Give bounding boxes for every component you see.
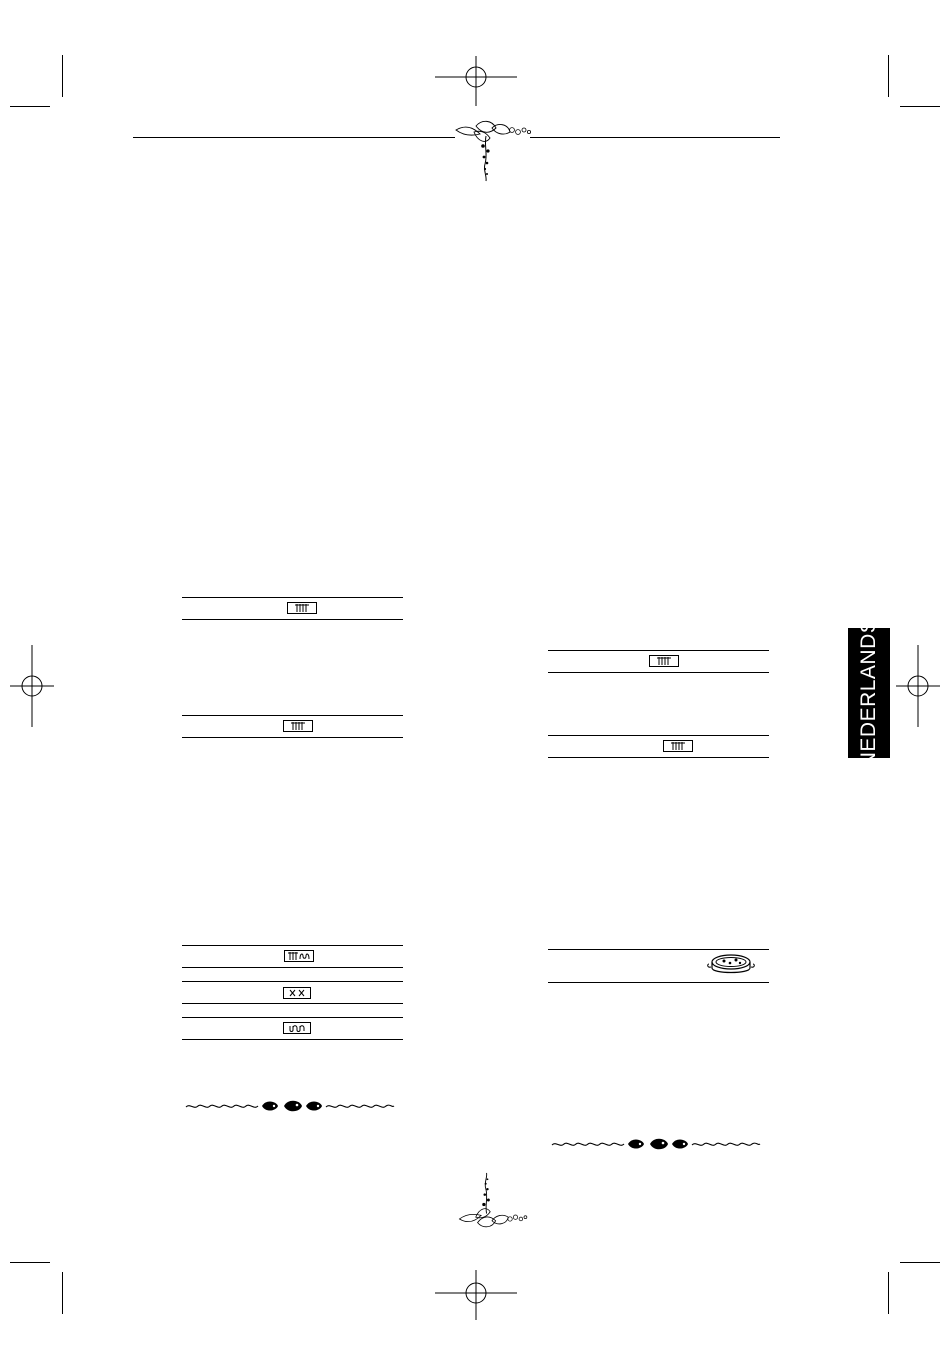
floral-ornament-icon: [452, 1172, 532, 1228]
table-rule: [182, 1003, 403, 1004]
header-rule: [530, 137, 780, 138]
table-rule: [182, 945, 403, 946]
table-rule: [182, 967, 403, 968]
crop-mark: [62, 55, 63, 97]
grill-icon: [287, 602, 317, 614]
registration-mark-icon: [435, 56, 517, 106]
table-rule: [548, 672, 769, 673]
casserole-dish-icon: [707, 952, 755, 978]
table-rule: [182, 737, 403, 738]
grill-icon: [649, 655, 679, 667]
table-rule: [548, 735, 769, 736]
language-tab: [848, 618, 890, 768]
table-rule: [182, 597, 403, 598]
crop-mark: [10, 1262, 50, 1263]
table-rule: [548, 757, 769, 758]
table-rule: [548, 949, 769, 950]
fish-divider-icon: [550, 1136, 762, 1152]
table-rule: [548, 982, 769, 983]
fish-divider-icon: [184, 1098, 396, 1114]
crop-mark: [888, 55, 889, 97]
registration-mark-icon: [435, 1270, 517, 1320]
grill-icon: [283, 720, 313, 732]
header-rule: [133, 137, 455, 138]
table-rule: [182, 619, 403, 620]
table-rule: [182, 1017, 403, 1018]
crop-mark: [888, 1272, 889, 1314]
convection-icon: [283, 987, 311, 999]
crop-mark: [900, 106, 940, 107]
table-rule: [182, 981, 403, 982]
crop-mark: [10, 106, 50, 107]
grill-micro-combination-icon: [284, 950, 314, 962]
grill-icon: [663, 740, 693, 752]
microwave-icon: [283, 1022, 311, 1034]
table-rule: [182, 1039, 403, 1040]
registration-mark-icon: [10, 645, 54, 727]
table-rule: [182, 715, 403, 716]
crop-mark: [900, 1262, 940, 1263]
table-rule: [548, 650, 769, 651]
crop-mark: [62, 1272, 63, 1314]
floral-ornament-icon: [452, 120, 532, 182]
language-tab-label: NEDERLANDS: [857, 618, 880, 768]
registration-mark-icon: [896, 645, 940, 727]
